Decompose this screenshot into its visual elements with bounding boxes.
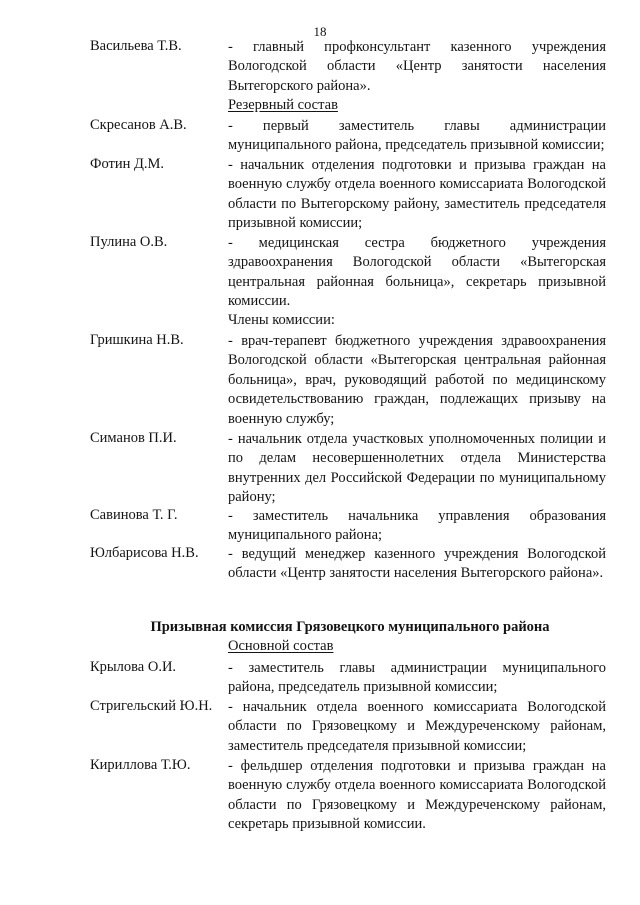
member-role: - ведущий менеджер казенного учреждения Вологодской области «Центр занятости населения Вытегорского района». (228, 546, 606, 582)
member-name: Кириллова Т.Ю. (90, 757, 191, 773)
member-role: - первый заместитель главы администрации муниципального района, председатель призывной комиссии; (228, 118, 606, 154)
member-role: - врач-терапевт бюджетного учреждения здравоохранения Вологодской области «Вытегорская центральная районная больница», врач, руководящий работой по медицинскому освидетельствованию граждан, подлежащих призыву на военную службу; (228, 333, 606, 427)
member-name: Гришкина Н.В. (90, 332, 184, 348)
member-role: - фельдшер отделения подготовки и призыва граждан на военную службу отдела военного комиссариата Вологодской области по Грязовецкому и Междуреченскому районам, секретарь призывной комиссии. (228, 758, 606, 833)
member-name: Крылова О.И. (90, 659, 177, 675)
member-name: Симанов П.И. (90, 430, 177, 446)
reserve-composition-heading: Резервный состав (228, 97, 338, 113)
member-name: Пулина О.В. (90, 234, 168, 250)
member-name: Савинова Т. Г. (90, 507, 178, 523)
page-number: 18 (313, 24, 327, 39)
member-name: Юлбарисова Н.В. (90, 545, 199, 561)
commission-title: Призывная комиссия Грязовецкого муниципального района (150, 619, 550, 635)
members-heading: Члены комиссии: (228, 312, 335, 328)
member-role: - медицинская сестра бюджетного учреждения здравоохранения Вологодской области «Вытегорская центральная районная больница», секретарь призывной комиссии. (228, 235, 606, 310)
main-composition-heading: Основной состав (228, 638, 334, 654)
member-role: - главный профконсультант казенного учреждения Вологодской области «Центр занятости населения Вытегорского района». (228, 39, 606, 94)
member-role: - заместитель главы администрации муниципального района, председатель призывной комиссии; (228, 660, 606, 696)
member-name: Васильева Т.В. (90, 38, 182, 54)
member-role: - заместитель начальника управления образования муниципального района; (228, 508, 606, 544)
member-name: Стригельский Ю.Н. (90, 698, 213, 714)
member-role: - начальник отдела участковых уполномоченных полиции и по делам несовершеннолетних отдела Министерства внутренних дел Российской Федерации по муниципальному району; (228, 431, 606, 506)
member-role: - начальник отделения подготовки и призыва граждан на военную службу отдела военного комиссариата Вологодской области по Вытегорскому району, заместитель председателя призывной комиссии; (228, 157, 606, 232)
member-name: Скресанов А.В. (90, 117, 187, 133)
member-name: Фотин Д.М. (90, 156, 165, 172)
member-role: - начальник отдела военного комиссариата Вологодской области по Грязовецкому и Междуреченскому районам, заместитель председателя призывной комиссии; (228, 699, 606, 754)
